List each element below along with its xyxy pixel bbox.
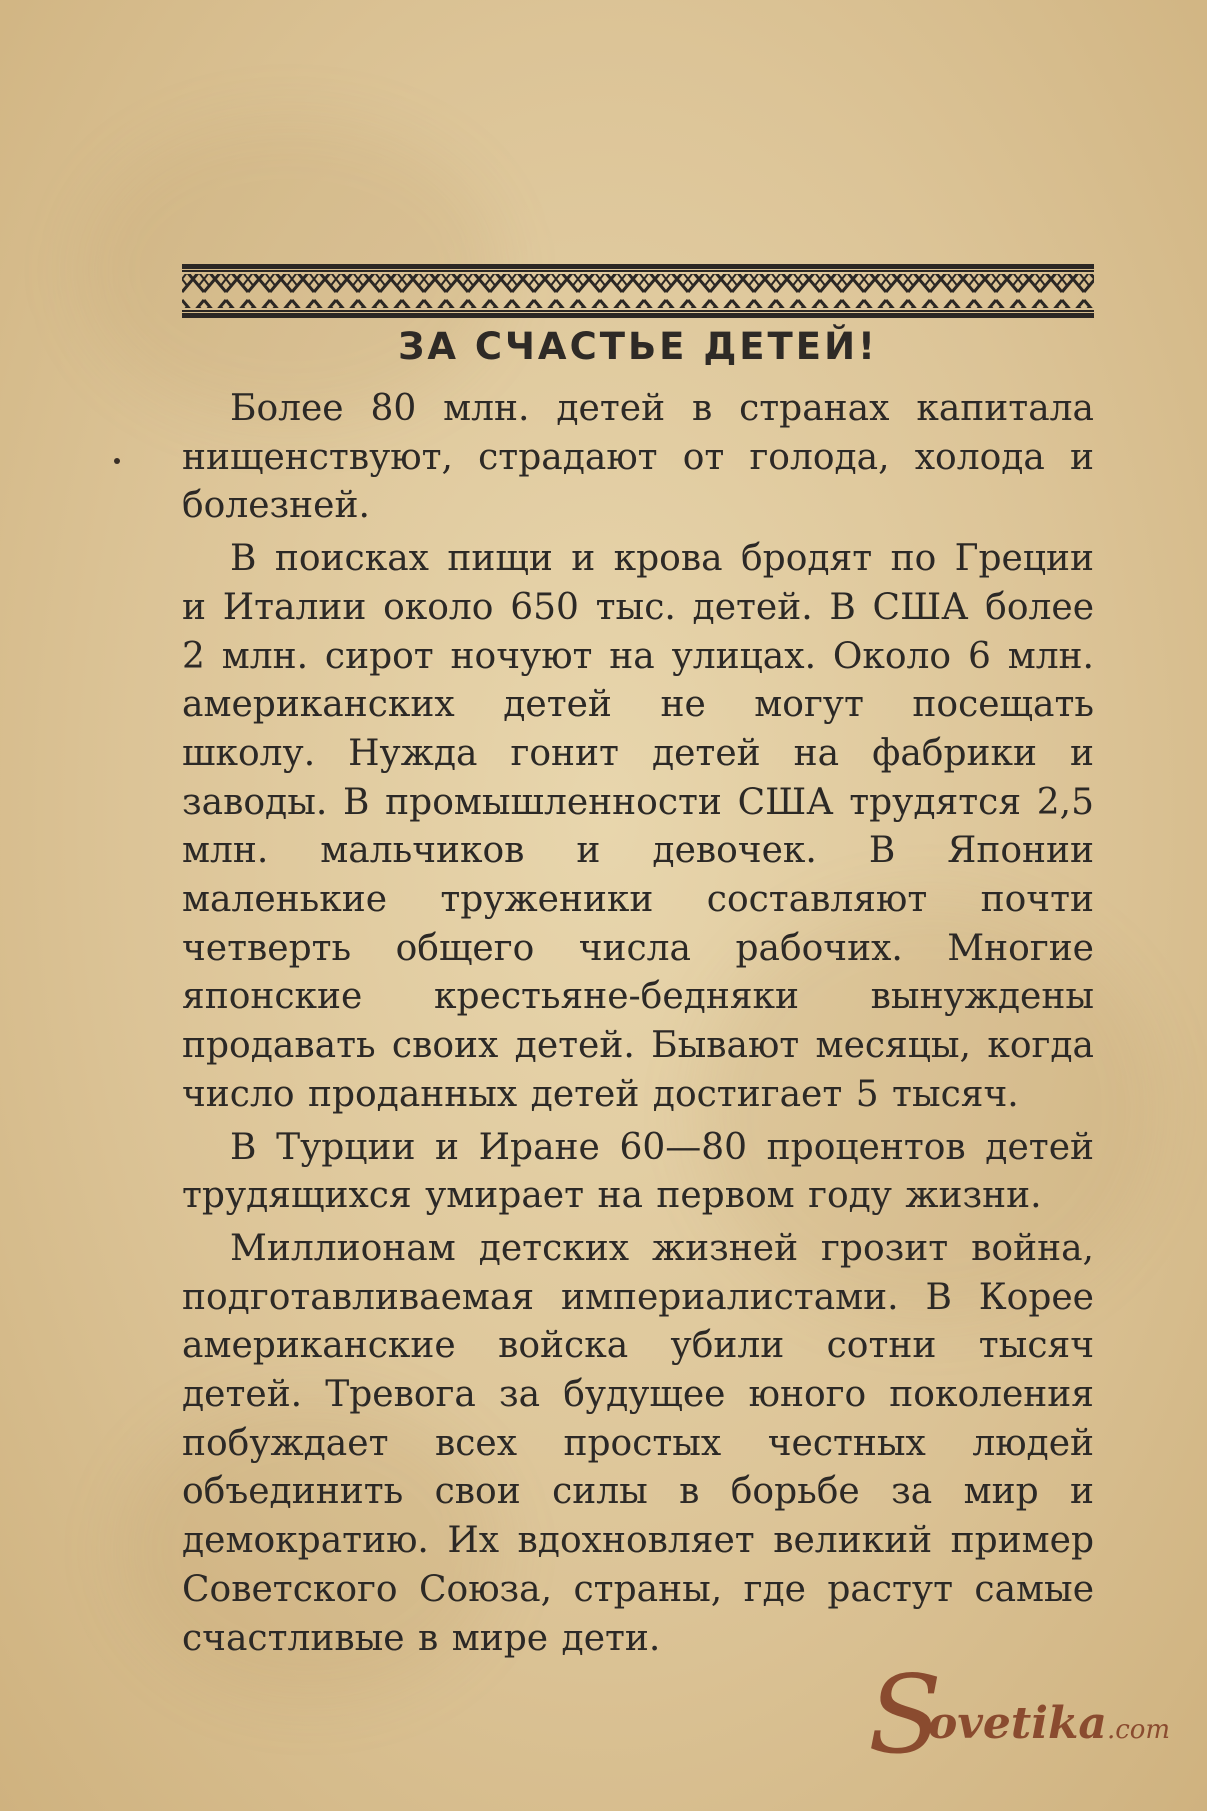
ink-speck [114, 458, 120, 464]
sovetika-watermark [868, 1653, 1198, 1798]
paragraph: Более 80 млн. детей в странах капитала нищенствуют, страдают от голода, холода и болезней. [182, 388, 1094, 527]
article-title: ЗА СЧАСТЬЕ ДЕТЕЙ! [398, 325, 878, 368]
paragraph: Миллионам детских жизней грозит война, подготавливаемая империалистами. В Корее американские войска убили сотни тысяч детей. Тревога за будущее юного поколения побуждает всех простых честных людей объединить свои силы в борьбе за мир и демократию. Их вдохновляет великий пример Советского Союза, страны, где растут самые счастливые в мире дети. [182, 1227, 1094, 1659]
watermark-s-logo: S [868, 1653, 942, 1778]
ornamental-border [182, 262, 1094, 320]
paragraph: В поисках пищи и крова бродят по Греции и Италии около 650 тыс. детей. В США более 2 млн. сирот ночуют на улицах. Около 6 млн. американских детей не могут посещать школу. Нужда гонит детей на фабрики и заводы. В промышленности США трудятся 2,5 млн. мальчиков и девочек. В Японии маленькие труженики составляют почти четверть общего числа рабочих. Многие японские крестьяне-бедняки вынуждены продавать своих детей. Бывают месяцы, когда число проданных детей достигает 5 тысяч. [182, 538, 1094, 1115]
article-body [182, 385, 1094, 1667]
watermark-text [928, 1698, 1170, 1749]
watermark-name: ovetika [928, 1698, 1107, 1749]
paragraph: В Турции и Иране 60—80 процентов детей трудящихся умирает на первом году жизни. [182, 1126, 1094, 1217]
watermark-domain: .com [1106, 1715, 1171, 1745]
